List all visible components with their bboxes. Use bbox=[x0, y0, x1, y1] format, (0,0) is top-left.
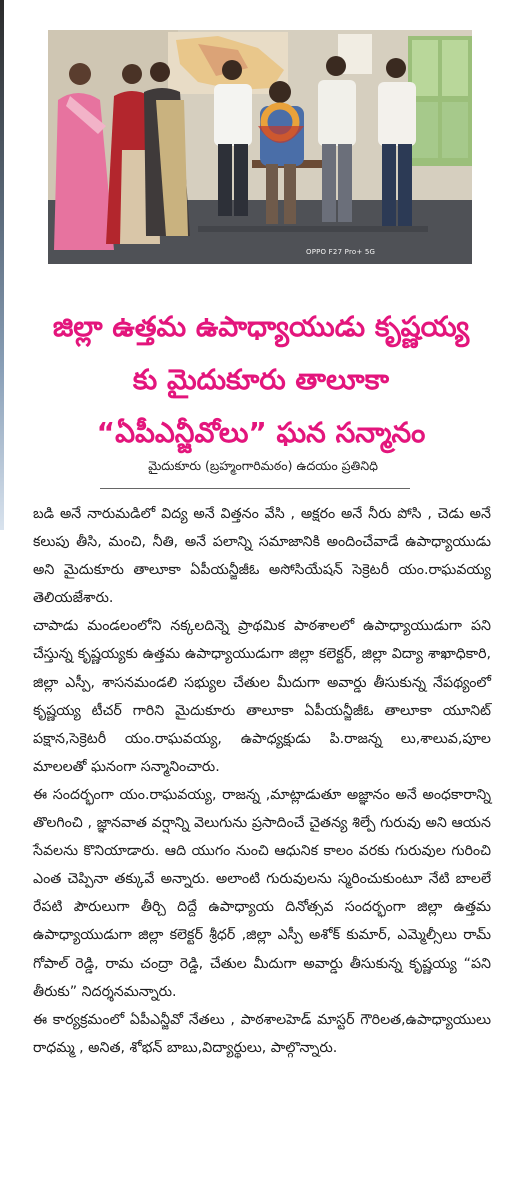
paragraph-4: ఈ కార్యక్రమంలో ఏపీఎన్జీవో నేతలు , పాఠశాలహెడ్ మాస్టర్ గౌరిలత,ఉపాధ్యాయులు రాధమ్మ , అనిత, శోభన్ బాబు,విద్యార్థులు, పాల్గొన్నారు. bbox=[33, 1011, 491, 1056]
article-body bbox=[33, 500, 491, 1062]
article-headline bbox=[18, 300, 504, 459]
paragraph-1: బడి అనే నారుమడిలో విద్య అనే విత్తనం వేసి , అక్షరం అనే నీరు పోసి , చెడు అనే కలుపు తీసి, మంచి, నీతి, అనే పలాన్ని సమాజానికి అందించేవాడే ఉపాధ్యాయుడు అని మైదుకూరు తాలూకా ఏపీయన్జీజీఓ అసోసియేషన్ సెక్రెటరీ యం.రాఘవయ్య తెలియజేశారు. bbox=[33, 506, 491, 607]
photo-illustration bbox=[48, 30, 472, 264]
headline-line-2: కు మైదుకూరు తాలూకా bbox=[132, 363, 390, 396]
page-edge-strip bbox=[0, 0, 4, 530]
byline-rule bbox=[100, 488, 410, 489]
headline-line-1: జిల్లా ఉత్తమ ఉపాధ్యాయుడు కృష్ణయ్య bbox=[52, 310, 470, 343]
article-photo bbox=[48, 30, 472, 264]
paragraph-2: చాపాడు మండలంలోని నక్కలదిన్నె ప్రాథమిక పాఠశాలలో ఉపాధ్యాయుడుగా పని చేస్తున్న కృష్ణయ్యకు ఉత్తమ ఉపాధ్యాయుడుగా జిల్లా కలెక్టర్, జిల్లా విద్యా శాఖాధికారి, జిల్లా ఎస్పీ, శాసనమండలి సభ్యుల చేతుల మీదుగా అవార్డు తీసుకున్న నేపథ్యంలో కృష్ణయ్య టీచర్ గారిని మైదుకూరు తాలూకా ఏపీయన్జీజీఓ తాలూకా యూనిట్ పక్షాన,సెక్రెటరీ యం.రాఘవయ్య, ఉపాధ్యక్షుడు పి.రాజన్న లు,శాలువ,పూల మాలలతో ఘనంగా సన్మానించారు. bbox=[33, 618, 491, 775]
paragraph-3: ఈ సందర్భంగా యం.రాఘవయ్య, రాజన్న ,మాట్లాడుతూ అజ్ఞానం అనే అంధకారాన్ని తొలగించి , జ్ఞానవాత వర్షాన్ని వెలుగును ప్రసాదించే చైతన్య శిల్పే గురువు అని ఆయన సేవలను కొనియాడారు. ఆది యుగం నుంచి ఆధునిక కాలం వరకు గురువుల గురించి ఎంత చెప్పినా తక్కువే అన్నారు. అలాంటి గురువులను స్మరించుకుంటూ నేటి బాలలే రేపటి పౌరులుగా తీర్చి దిద్దే ఉపాధ్యాయ దినోత్సవ సందర్భంగా జిల్లా ఉత్తమ ఉపాధ్యాయుడుగా జిల్లా కలెక్టర్ శ్రీధర్ ,జిల్లా ఎస్పీ అశోక్ కుమార్, ఎమ్మెల్సీలు రామ్ గోపాల్ రెడ్డి, రామ చంద్రా రెడ్డి, చేతుల మీదుగా అవార్డు తీసుకున్న కృష్ణయ్య “పని తీరుకు” నిదర్శనమన్నారు. bbox=[33, 786, 491, 1000]
camera-watermark: OPPO F27 Pro+ 5G bbox=[306, 248, 376, 256]
article-byline: మైదుకూరు (బ్రహ్మంగారిమఠం) ఉదయం ప్రతినిధి bbox=[148, 458, 378, 473]
headline-line-3: “ఏపీఎన్జీవోలు” ఘన సన్మానం bbox=[96, 416, 426, 449]
